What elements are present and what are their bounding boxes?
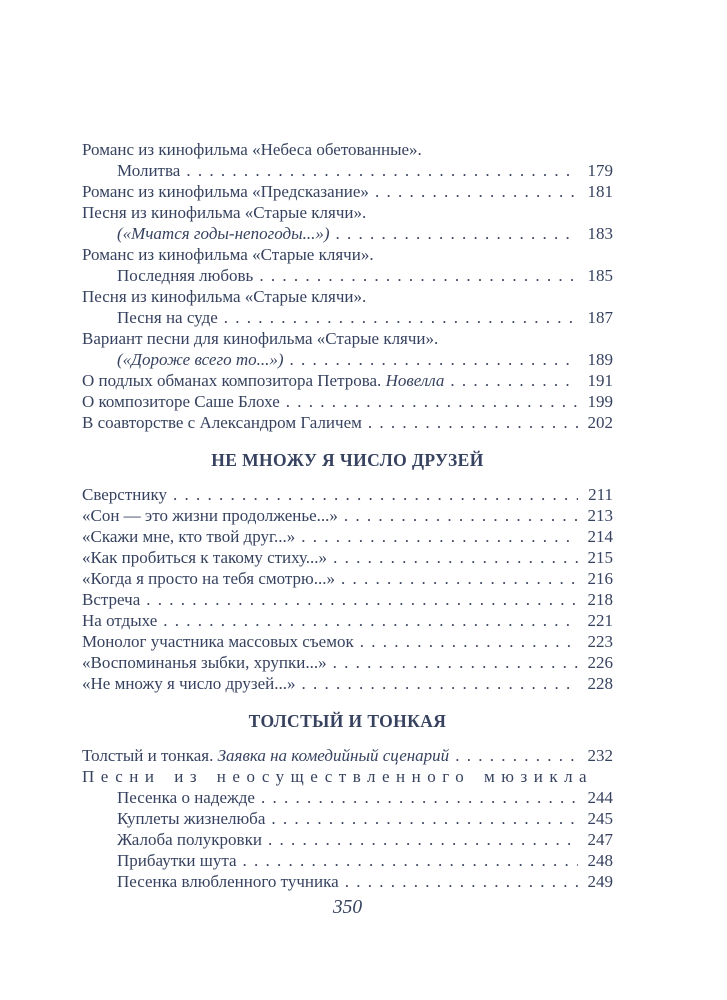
toc-entry-title: [82, 391, 280, 412]
toc-entry: [82, 484, 613, 505]
toc-entry-page: 249: [587, 872, 613, 891]
toc-entry-page: 181: [587, 182, 613, 201]
dot-leader: [186, 160, 578, 181]
toc-entry-page: 226: [587, 653, 613, 672]
dot-leader: [261, 787, 578, 808]
toc-entry-page: 183: [587, 224, 613, 243]
toc-entry-text: Куплеты жизнелюба: [117, 809, 266, 828]
toc-entry-title: [117, 160, 180, 181]
toc-entry-text: Романс из кинофильма «Предсказание»: [82, 182, 369, 201]
dot-leader: [368, 412, 578, 433]
toc-entry-text: Встреча: [82, 590, 141, 609]
dot-leader: [271, 808, 578, 829]
toc-entry: [82, 871, 613, 892]
toc-entry: [82, 265, 613, 286]
toc-entry-page: 211: [588, 485, 613, 504]
toc-entry-text-italic: («Мчатся годы-непогоды...»): [117, 224, 330, 243]
dot-leader: [333, 547, 578, 568]
toc-entry: [82, 829, 613, 850]
toc-entry-page: 248: [587, 851, 613, 870]
toc-entry-text: Сверстнику: [82, 485, 167, 504]
toc-entry-title: [117, 787, 255, 808]
dot-leader: [259, 265, 578, 286]
toc-entry-text: О композиторе Саше Блохе: [82, 392, 280, 411]
toc-entry: [82, 850, 613, 871]
toc-entry: [82, 139, 613, 160]
toc-entry-text: Романс из кинофильма «Небеса обетованные».: [82, 140, 422, 159]
dot-leader: [173, 484, 578, 505]
toc-entry-title: [82, 547, 327, 568]
dot-leader: [290, 349, 578, 370]
toc-entry-page: 185: [587, 266, 613, 285]
dot-leader: [243, 850, 578, 871]
toc-entry-title: [117, 307, 218, 328]
toc-entry-title: [82, 139, 422, 160]
toc-entry-page: 213: [587, 506, 613, 525]
toc-entry-text-italic: Заявка на комедийный сценарий: [217, 746, 450, 765]
toc-entry: [82, 286, 613, 307]
folio-page-number: 350: [332, 897, 363, 918]
toc-entry-title: [82, 181, 369, 202]
toc-entry-page: 215: [587, 548, 613, 567]
toc-entry-text: «Скажи мне, кто твой друг...»: [82, 527, 296, 546]
toc-entry-text: На отдыхе: [82, 611, 158, 630]
toc-entry-title: [117, 829, 262, 850]
toc-entry-page: 202: [587, 413, 613, 432]
toc-entry-title: [82, 652, 327, 673]
toc-entry: [82, 589, 613, 610]
toc-entry: [82, 547, 613, 568]
section-heading: НЕ МНОЖУ Я ЧИСЛО ДРУЗЕЙ: [211, 450, 484, 470]
toc-entry: [82, 568, 613, 589]
toc-entry: [82, 244, 613, 265]
toc-entry: [82, 808, 613, 829]
toc-entry-page: 179: [587, 161, 613, 180]
toc-entry-title: [117, 850, 237, 871]
toc-entry-text: «Не множу я число друзей...»: [82, 674, 296, 693]
dot-leader: [455, 745, 578, 766]
toc-entry-page: 216: [587, 569, 613, 588]
toc-entry-text: «Воспоминанья зыбки, хрупки...»: [82, 653, 327, 672]
dot-leader: [345, 871, 578, 892]
dot-leader: [302, 673, 578, 694]
toc-entry-text: О подлых обманах композитора Петрова.: [82, 371, 386, 390]
toc-entry-title: [82, 610, 157, 631]
toc-entry-title: [82, 484, 167, 505]
toc-entry: [82, 181, 613, 202]
toc-entry-text: Песня из кинофильма «Старые клячи».: [82, 203, 367, 222]
toc-entry-page: 245: [587, 809, 613, 828]
toc-entry-text-italic: («Дороже всего то...»): [117, 350, 284, 369]
toc-entry-text: Песня из кинофильма «Старые клячи».: [82, 287, 367, 306]
toc-entry-title: [117, 808, 265, 829]
toc-entry-title: [82, 412, 362, 433]
dot-leader: [450, 370, 578, 391]
toc-entry-title: [82, 526, 295, 547]
toc-entry-page: 191: [587, 371, 613, 390]
dot-leader: [333, 652, 578, 673]
toc-entry-text-italic: Новелла: [385, 371, 445, 390]
toc-entry-text: Песня на суде: [117, 308, 218, 327]
toc-entry: [82, 787, 613, 808]
toc-entry-text: Романс из кинофильма «Старые клячи».: [82, 245, 374, 264]
toc-entry-title: [117, 349, 284, 370]
toc-entry: [82, 202, 613, 223]
toc-entry-page: 232: [587, 746, 613, 765]
toc-entry-page: 221: [587, 611, 613, 630]
dot-leader: [268, 829, 578, 850]
toc-entry-title: [82, 370, 444, 391]
toc-entry-text: Песенка влюбленного тучника: [117, 872, 339, 891]
toc-entry: [82, 307, 613, 328]
toc-entry-text: Монолог участника массовых съемок: [82, 632, 354, 651]
toc-entry-page: 187: [587, 308, 613, 327]
toc-entry-page: 244: [587, 788, 613, 807]
toc-entry-title: [82, 745, 449, 766]
dot-leader: [360, 631, 578, 652]
toc-entry: [82, 610, 613, 631]
toc-entry: [82, 223, 613, 244]
dot-leader: [341, 568, 578, 589]
toc-entry-text: В соавторстве с Александром Галичем: [82, 413, 362, 432]
toc-entry-text: «Когда я просто на тебя смотрю...»: [82, 569, 335, 588]
toc-entry-title: [82, 766, 593, 787]
toc-entry-page: 247: [587, 830, 613, 849]
section-heading: ТОЛСТЫЙ И ТОНКАЯ: [248, 711, 447, 731]
toc-entry-title: [82, 202, 366, 223]
dot-leader: [224, 307, 578, 328]
toc-entry: [82, 745, 613, 766]
toc-entry: [82, 766, 613, 787]
toc-entry: [82, 349, 613, 370]
toc-entry-text: Вариант песни для кинофильма «Старые клячи».: [82, 329, 439, 348]
dot-leader: [336, 223, 579, 244]
toc-entry-title: [117, 871, 339, 892]
toc-entry-title: [82, 631, 354, 652]
dot-leader: [163, 610, 578, 631]
toc-entry: [82, 160, 613, 181]
dot-leader: [286, 391, 578, 412]
table-of-contents: [82, 139, 613, 892]
toc-entry-title: [82, 328, 438, 349]
toc-entry-title: [117, 265, 253, 286]
dot-leader: [301, 526, 578, 547]
toc-entry-title: [117, 223, 330, 244]
toc-entry-text: Толстый и тонкая.: [82, 746, 218, 765]
toc-entry-text: Песенка о надежде: [117, 788, 255, 807]
toc-entry-title: [82, 568, 335, 589]
toc-entry-page: 189: [587, 350, 613, 369]
toc-entry: [82, 370, 613, 391]
toc-entry-title: [82, 286, 366, 307]
dot-leader: [146, 589, 578, 610]
toc-entry-text: Песни из неосуществленного мюзикла: [82, 767, 594, 786]
toc-entry-title: [82, 673, 296, 694]
toc-entry: [82, 412, 613, 433]
toc-entry-title: [82, 505, 338, 526]
toc-entry-page: 228: [587, 674, 613, 693]
toc-entry: [82, 526, 613, 547]
toc-entry-title: [82, 244, 374, 265]
toc-entry: [82, 505, 613, 526]
toc-entry-text: Прибаутки шута: [117, 851, 237, 870]
dot-leader: [375, 181, 578, 202]
toc-entry: [82, 391, 613, 412]
toc-entry-page: 214: [587, 527, 613, 546]
toc-entry-text: «Сон — это жизни продолженье...»: [82, 506, 338, 525]
toc-entry-text: Жалоба полукровки: [117, 830, 262, 849]
toc-entry-page: 199: [587, 392, 613, 411]
toc-entry: [82, 328, 613, 349]
toc-entry-text: «Как пробиться к такому стиху...»: [82, 548, 328, 567]
toc-entry-text: Молитва: [117, 161, 181, 180]
toc-entry: [82, 652, 613, 673]
toc-entry-page: 218: [587, 590, 613, 609]
dot-leader: [344, 505, 578, 526]
toc-entry-text: Последняя любовь: [117, 266, 254, 285]
toc-entry-title: [82, 589, 140, 610]
toc-entry: [82, 631, 613, 652]
toc-entry: [82, 673, 613, 694]
toc-entry-page: 223: [587, 632, 613, 651]
